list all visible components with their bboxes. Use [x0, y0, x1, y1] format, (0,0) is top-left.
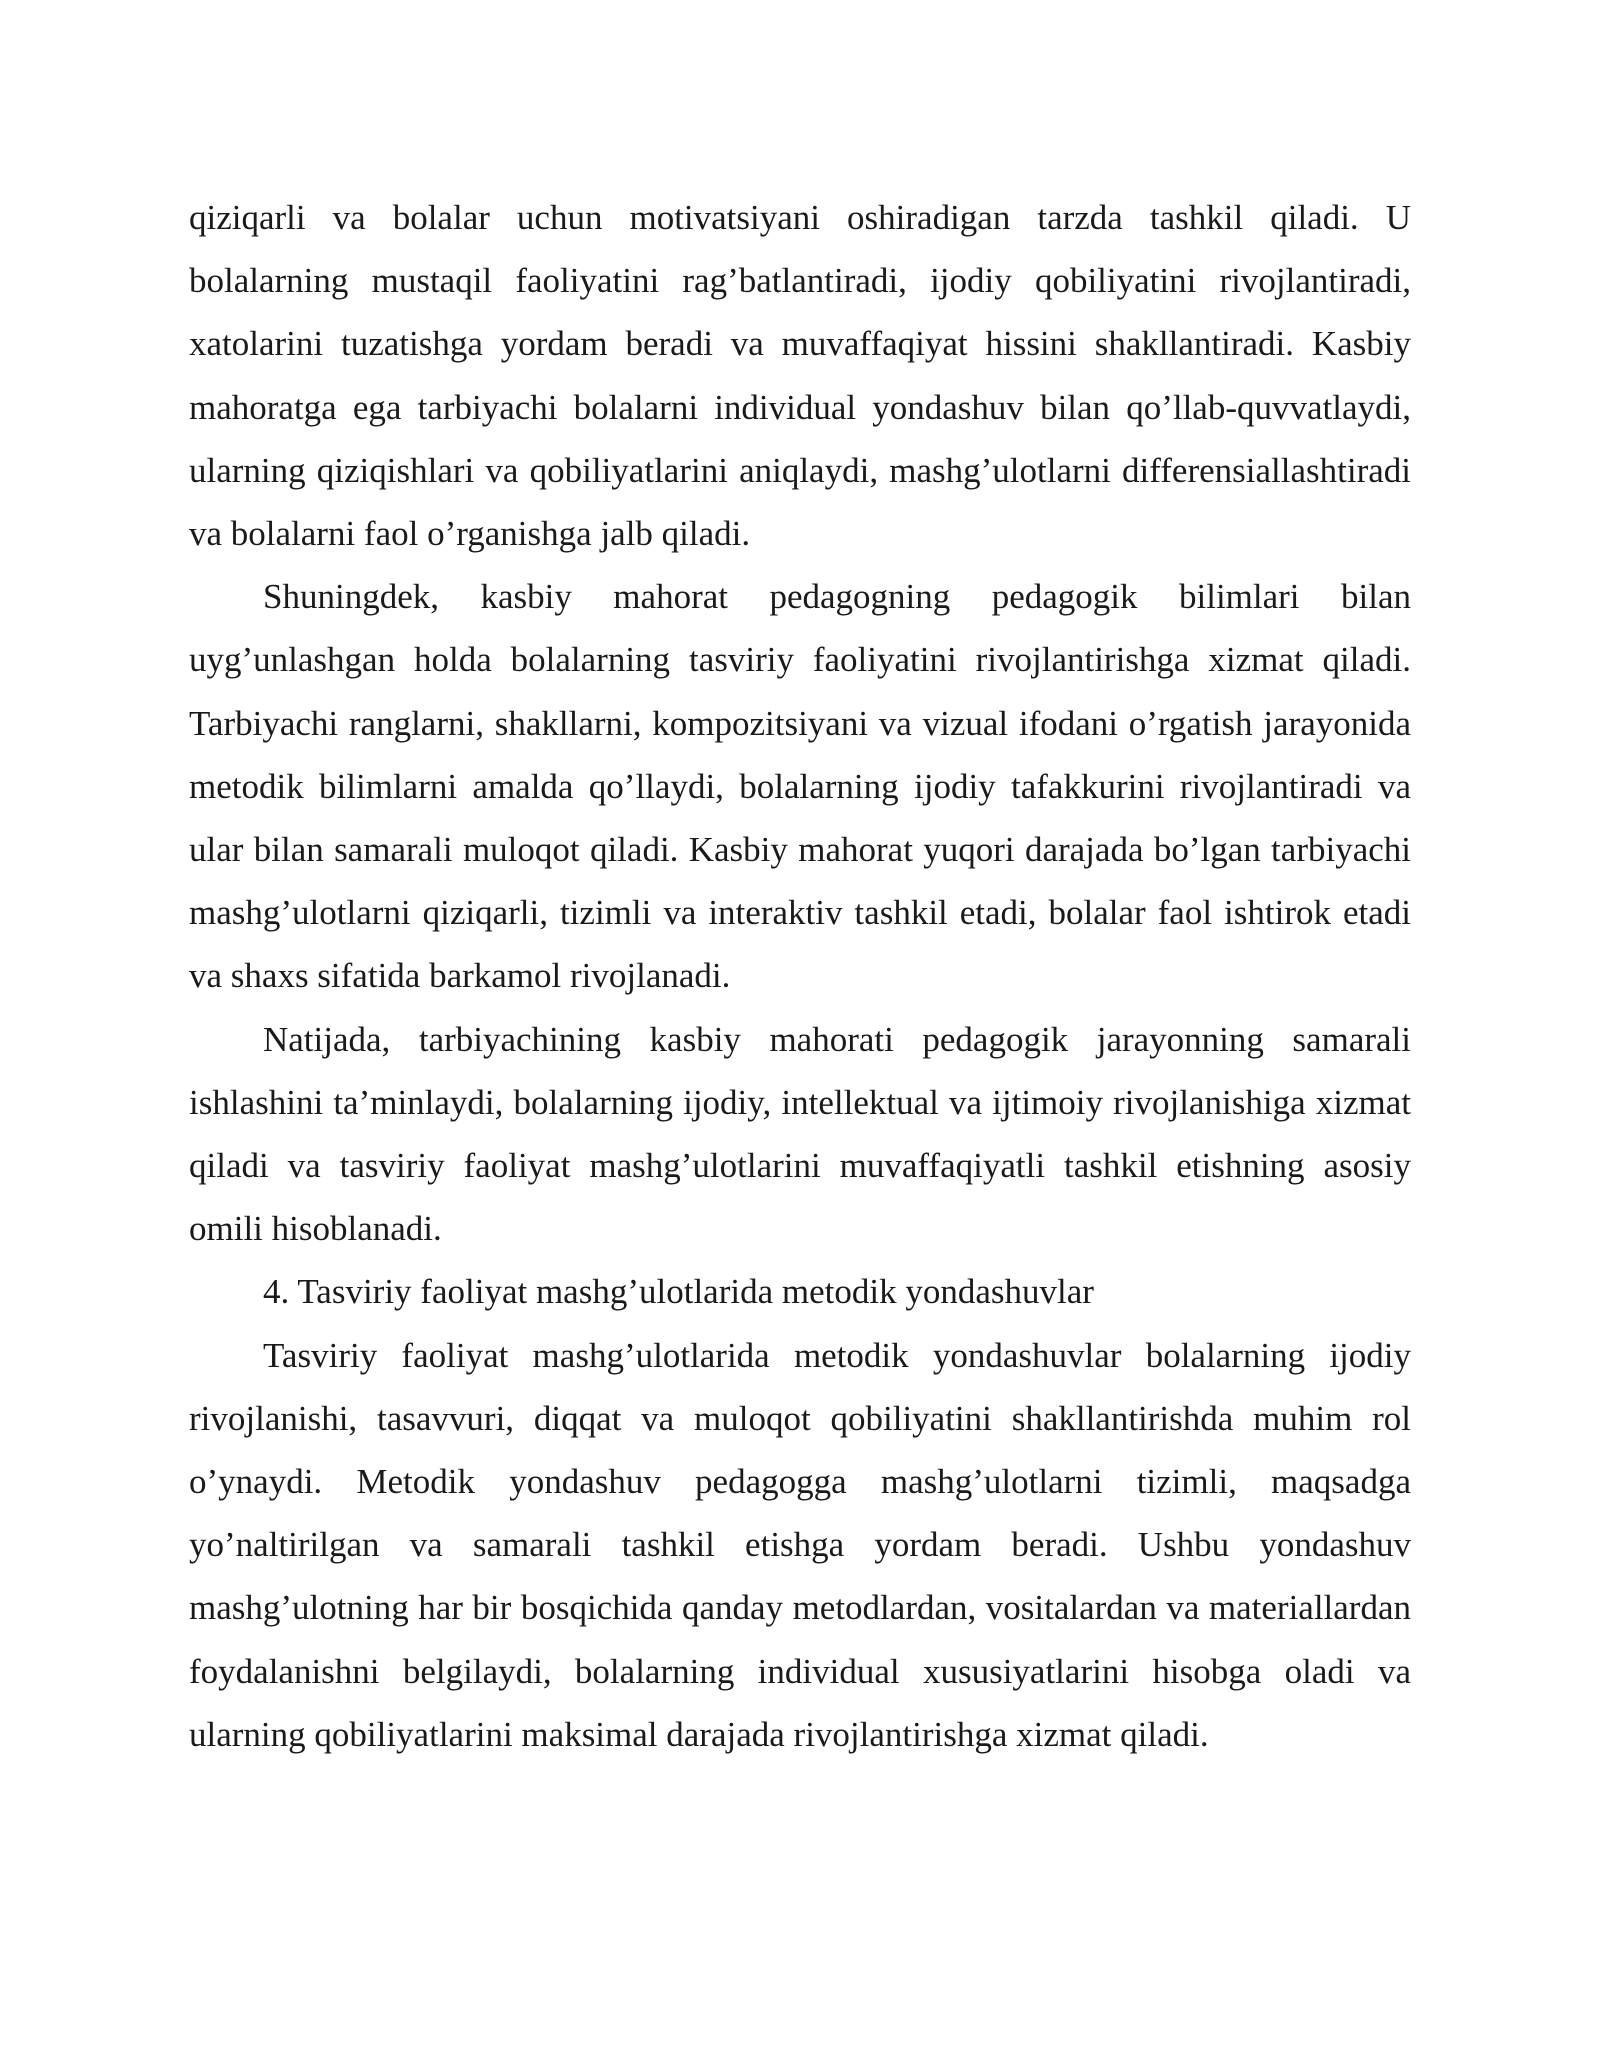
document-page: [189, 186, 1411, 1766]
paragraph-continued: qiziqarli va bolalar uchun motivatsiyani oshiradigan tarzda tashkil qiladi. U bolalarning mustaqil faoliyatini rag’batlantiradi, ijodiy qobiliyatini rivojlantiradi, xatolarini tuzatishga yordam beradi va muvaffaqiyat hissini shakllantiradi. Kasbiy mahoratga ega tarbiyachi bolalarni individual yondashuv bilan qo’llab-quvvatlaydi, ularning qiziqishlari va qobiliyatlarini aniqlaydi, mashg’ulotlarni differensiallashtiradi va bolalarni faol o’rganishga jalb qiladi.: [189, 198, 1411, 554]
paragraph-conclusion: Natijada, tarbiyachining kasbiy mahorati pedagogik jarayonning samarali ishlashini ta’minlaydi, bolalarning ijodiy, intellektual va ijtimoiy rivojlanishiga xizmat qiladi va tasviriy faoliyat mashg’ulotlarini muvaffaqiyatli tashkil etishning asosiy omili hisoblanadi.: [189, 1019, 1411, 1249]
paragraph-methodical-approaches: Tasviriy faoliyat mashg’ulotlarida metodik yondashuvlar bolalarning ijodiy rivojlanishi, tasavvuri, diqqat va muloqot qobiliyatini shakllantirishda muhim rol o’ynaydi. Metodik yondashuv pedagogga mashg’ulotlarni tizimli, maqsadga yo’naltirilgan va samarali tashkil etishga yordam beradi. Ushbu yondashuv mashg’ulotning har bir bosqichida qanday metodlardan, vositalardan va materiallardan foydalanishni belgilaydi, bolalarning individual xususiyatlarini hisobga oladi va ularning qobiliyatlarini maksimal darajada rivojlantirishga xizmat qiladi.: [189, 1335, 1411, 1754]
paragraph-professional-skill: Shuningdek, kasbiy mahorat pedagogning pedagogik bilimlari bilan uyg’unlashgan holda bolalarning tasviriy faoliyatini rivojlantirishga xizmat qiladi. Tarbiyachi ranglarni, shakllarni, kompozitsiyani va vizual ifodani o’rgatish jarayonida metodik bilimlarni amalda qo’llaydi, bolalarning ijodiy tafakkurini rivojlantiradi va ular bilan samarali muloqot qiladi. Kasbiy mahorat yuqori darajada bo’lgan tarbiyachi mashg’ulotlarni qiziqarli, tizimli va interaktiv tashkil etadi, bolalar faol ishtirok etadi va shaxs sifatida barkamol rivojlanadi.: [189, 577, 1411, 996]
section-heading: 4. Tasviriy faoliyat mashg’ulotlarida metodik yondashuvlar: [263, 1272, 1094, 1312]
